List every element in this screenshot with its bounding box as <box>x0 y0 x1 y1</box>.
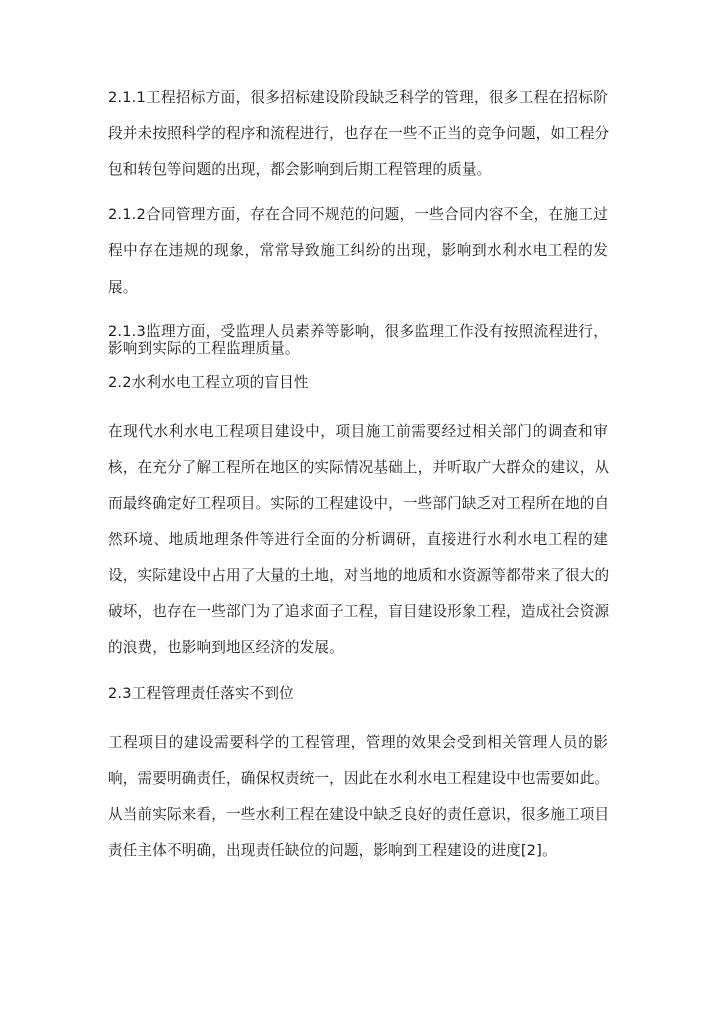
paragraph-2-1-2-line-1: 2.1.2合同管理方面，存在合同不规范的问题，一些合同内容不全，在施工过 <box>108 206 608 223</box>
paragraph-2-2-line-3: 而最终确定好工程项目。实际的工程建设中，一些部门缺乏对工程所在地的自 <box>108 495 610 512</box>
paragraph-2-2-line-4: 然环境、地质地理条件等进行全面的分析调研，直接进行水利水电工程的建 <box>108 531 608 548</box>
paragraph-2-2-line-1: 在现代水利水电工程项目建设中，项目施工前需要经过相关部门的调查和审 <box>108 423 608 440</box>
paragraph-2-1-2-line-3: 展。 <box>108 279 138 296</box>
paragraph-2-3-line-3: 从当前实际来看，一些水利工程在建设中缺乏良好的责任意识，很多施工项目 <box>108 806 610 823</box>
paragraph-2-3-line-4: 责任主体不明确，出现责任缺位的问题，影响到工程建设的进度[2]。 <box>108 842 557 859</box>
paragraph-2-3-line-1: 工程项目的建设需要科学的工程管理，管理的效果会受到相关管理人员的影 <box>108 734 608 751</box>
paragraph-2-1-1-line-1: 2.1.1工程招标方面，很多招标建设阶段缺乏科学的管理，很多工程在招标阶 <box>108 89 608 106</box>
paragraph-2-3-line-2: 响，需要明确责任，确保权责统一，因此在水利水电工程建设中也需要如此。 <box>108 770 610 787</box>
paragraph-2-1-1-line-3: 包和转包等问题的出现，都会影响到后期工程管理的质量。 <box>108 161 492 178</box>
paragraph-2-1-2-line-2: 程中存在违规的现象，常常导致施工纠纷的出现，影响到水利水电工程的发 <box>108 242 608 259</box>
paragraph-2-1-3-line-2: 影响到实际的工程监理质量。 <box>108 340 300 357</box>
paragraph-2-2-line-6: 破坏，也存在一些部门为了追求面子工程，盲目建设形象工程，造成社会资源 <box>108 603 610 620</box>
section-heading-2-3: 2.3工程管理责任落实不到位 <box>108 685 294 702</box>
paragraph-2-2-line-5: 设，实际建设中占用了大量的土地，对当地的地质和水资源等都带来了很大的 <box>108 567 610 584</box>
section-heading-2-2: 2.2水利水电工程立项的盲目性 <box>108 374 309 391</box>
paragraph-2-1-3-line-1: 2.1.3监理方面，受监理人员素养等影响，很多监理工作没有按照流程进行， <box>108 323 608 340</box>
paragraph-2-2-line-2: 核，在充分了解工程所在地区的实际情况基础上，并听取广大群众的建议，从 <box>108 459 610 476</box>
paragraph-2-2-line-7: 的浪费，也影响到地区经济的发展。 <box>108 639 344 656</box>
paragraph-2-1-1-line-2: 段并未按照科学的程序和流程进行，也存在一些不正当的竞争问题，如工程分 <box>108 125 610 142</box>
